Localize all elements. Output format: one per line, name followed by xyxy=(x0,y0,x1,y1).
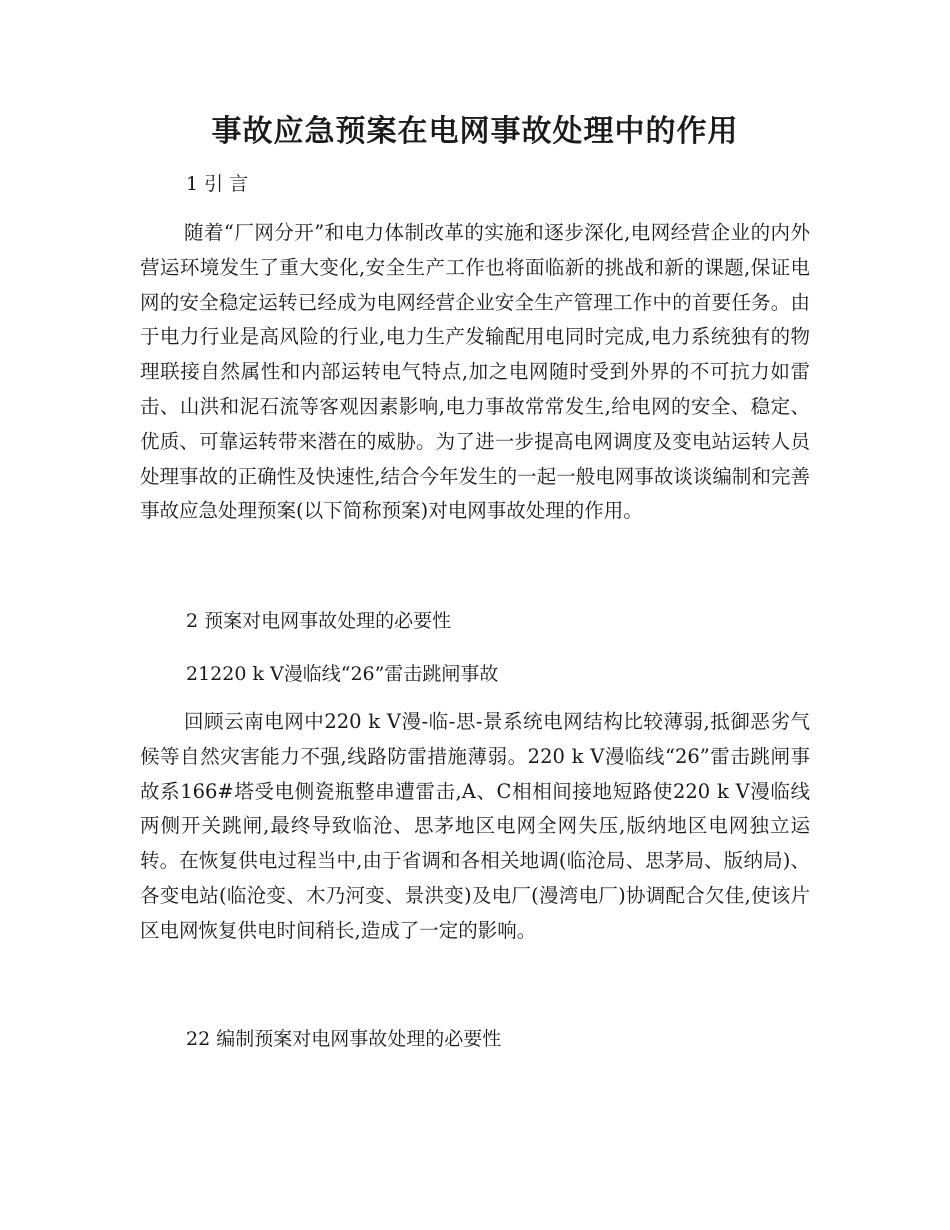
subsection-heading-lightning-trip: 21220 k V漫临线“26”雷击跳闸事故 xyxy=(186,663,499,685)
subsection-heading-plan-necessity: 22 编制预案对电网事故处理的必要性 xyxy=(186,1028,502,1050)
section-heading-necessity: 2 预案对电网事故处理的必要性 xyxy=(186,610,452,632)
introduction-paragraph: 随着“厂网分开”和电力体制改革的实施和逐步深化,电网经营企业的内外营运环境发生了重大变化,安全生产工作也将面临新的挑战和新的课题,保证电网的安全稳定运转已经成为电网经营企业安全生产管理工作中的首要任务。由于电力行业是高风险的行业,电力生产发输配用电同时完成,电力系统独有的物理联接自然属性和内部运转电气特点,加之电网随时受到外界的不可抗力如雷击、山洪和泥石流等客观因素影响,电力事故常常发生,给电网的安全、稳定、优质、可靠运转带来潜在的威胁。为了进一步提高电网调度及变电站运转人员处理事故的正确性及快速性,结合今年发生的一起一般电网事故谈谈编制和完善事故应急处理预案(以下简称预案)对电网事故处理的作用。 xyxy=(140,221,810,523)
lightning-trip-paragraph: 回顾云南电网中220 k V漫-临-思-景系统电网结构比较薄弱,抵御恶劣气候等自然灾害能力不强,线路防雷措施薄弱。220 k V漫临线“26”雷击跳闸事故系166#塔受电侧瓷瓶整串遭雷击,A、C相相间接地短路使220 k V漫临线两侧开关跳闸,最终导致临沧、思茅地区电网全网失压,版纳地区电网独立运转。在恢复供电过程当中,由于省调和各相关地调(临沧局、思茅局、版纳局)、各变电站(临沧变、木乃河变、景洪变)及电厂(漫湾电厂)协调配合欠佳,使该片区电网恢复供电时间稍长,造成了一定的影响。 xyxy=(140,710,810,942)
document-title: 事故应急预案在电网事故处理中的作用 xyxy=(211,114,739,149)
section-heading-introduction: 1 引 言 xyxy=(186,173,249,195)
